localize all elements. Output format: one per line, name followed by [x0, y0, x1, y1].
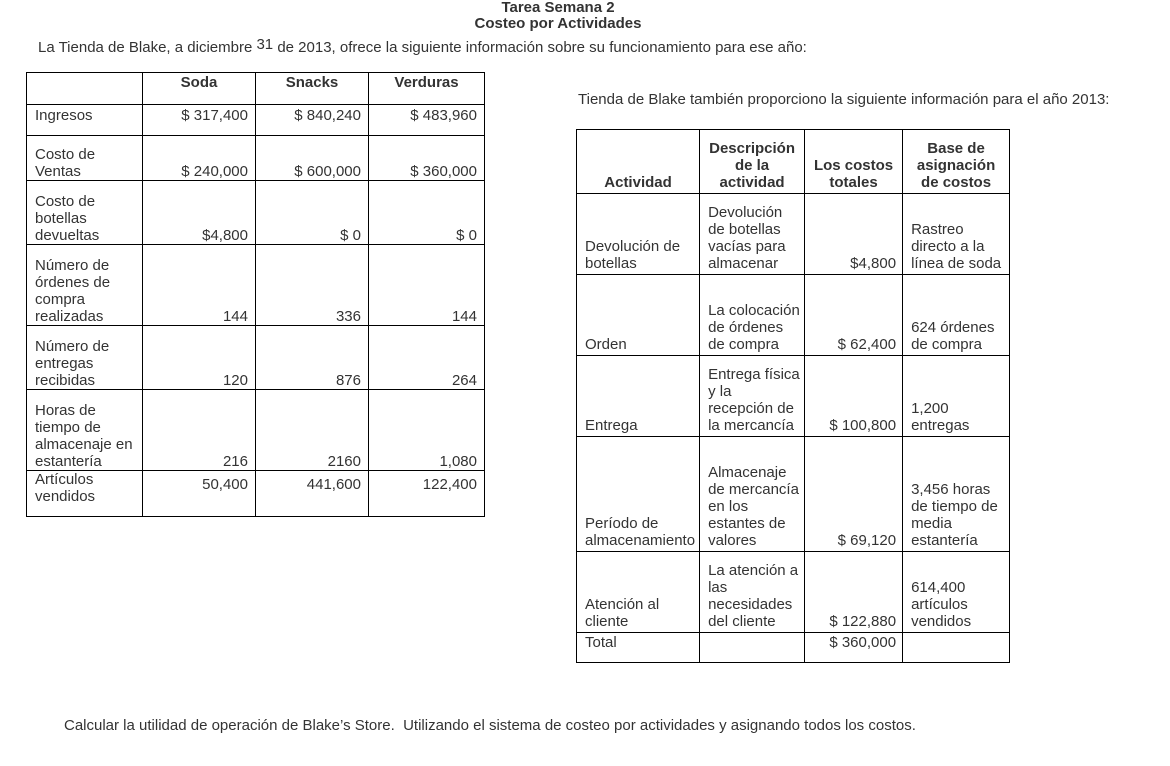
- table-row: [27, 105, 485, 136]
- row-label: Horas de tiempo de almacenaje en estantería: [27, 390, 143, 471]
- cell-value: 2160: [256, 390, 369, 471]
- activity-cost: $ 69,120: [805, 437, 903, 552]
- table-header-row: [577, 130, 1010, 194]
- activity-description: La colocación de órdenes de compra: [700, 275, 805, 356]
- table-row: [27, 181, 485, 245]
- activity-description: Devolución de botellas vacías para almacenar: [700, 194, 805, 275]
- column-header-allocation-base: Base de asignación de costos: [903, 130, 1010, 194]
- cell-value: $ 483,960: [369, 105, 485, 136]
- activity-name: Atención al cliente: [577, 552, 700, 633]
- cell-value: 50,400: [143, 471, 256, 517]
- cell-value: 264: [369, 326, 485, 390]
- table-row: [27, 326, 485, 390]
- activity-description: Entrega física y la recepción de la mercancía: [700, 356, 805, 437]
- cell-value: 876: [256, 326, 369, 390]
- assignment-instruction: Calcular la utilidad de operación de Blake’s Store. Utilizando el sistema de costeo por actividades y asignando todos los costos.: [64, 717, 916, 734]
- intro-text-after: de 2013, ofrece la siguiente información sobre su funcionamiento para ese año:: [273, 39, 807, 56]
- cell-value: $ 0: [256, 181, 369, 245]
- table-row: [577, 356, 1010, 437]
- allocation-base: Rastreo directo a la línea de soda: [903, 194, 1010, 275]
- cell-value: 336: [256, 245, 369, 326]
- column-header-soda: Soda: [143, 73, 256, 105]
- table-row: [577, 275, 1010, 356]
- table-row: [27, 136, 485, 181]
- cell-value: $ 240,000: [143, 136, 256, 181]
- intro-day: 31: [256, 36, 274, 53]
- cell-value: $4,800: [143, 181, 256, 245]
- activity-cost-table: [576, 129, 1010, 663]
- cell-value: $ 840,240: [256, 105, 369, 136]
- column-header-activity: Actividad: [577, 130, 700, 194]
- cell-value: $ 600,000: [256, 136, 369, 181]
- document-subtitle: Costeo por Actividades: [474, 15, 642, 32]
- activity-name: Devolución de botellas: [577, 194, 700, 275]
- cell-value: 120: [143, 326, 256, 390]
- cell-value: 144: [369, 245, 485, 326]
- allocation-base: 624 órdenes de compra: [903, 275, 1010, 356]
- activity-description: [700, 633, 805, 663]
- activity-cost: $4,800: [805, 194, 903, 275]
- column-header-snacks: Snacks: [256, 73, 369, 105]
- total-row: [577, 633, 1010, 663]
- cell-value: 1,080: [369, 390, 485, 471]
- table-row: [577, 194, 1010, 275]
- column-header-verduras: Verduras: [369, 73, 485, 105]
- cell-value: 216: [143, 390, 256, 471]
- table-row: [577, 437, 1010, 552]
- allocation-base: 1,200 entregas: [903, 356, 1010, 437]
- row-label: Número de órdenes de compra realizadas: [27, 245, 143, 326]
- table-row: [27, 390, 485, 471]
- activity-cost: $ 62,400: [805, 275, 903, 356]
- row-label: Ingresos: [27, 105, 143, 136]
- row-label: Artículos vendidos: [27, 471, 143, 517]
- document-title: Tarea Semana 2: [501, 0, 615, 16]
- cell-value: 144: [143, 245, 256, 326]
- cell-value: 441,600: [256, 471, 369, 517]
- row-label: Costo de botellas devueltas: [27, 181, 143, 245]
- table-row: [577, 552, 1010, 633]
- intro-text-before: La Tienda de Blake, a diciembre: [38, 39, 257, 56]
- cell-value: $ 0: [369, 181, 485, 245]
- table-header-row: [27, 73, 485, 105]
- row-label: Número de entregas recibidas: [27, 326, 143, 390]
- allocation-base: 614,400 artículos vendidos: [903, 552, 1010, 633]
- intro-paragraph: [38, 38, 807, 58]
- product-data-table: [26, 72, 485, 517]
- activity-cost: $ 100,800: [805, 356, 903, 437]
- activity-name: Entrega: [577, 356, 700, 437]
- column-header-empty: [27, 73, 143, 105]
- cell-value: $ 360,000: [369, 136, 485, 181]
- column-header-total-cost: Los costos totales: [805, 130, 903, 194]
- total-cost: $ 360,000: [805, 633, 903, 663]
- activity-description: Almacenaje de mercancía en los estantes de valores: [700, 437, 805, 552]
- column-header-description: Descripción de la actividad: [700, 130, 805, 194]
- activity-name: Orden: [577, 275, 700, 356]
- activity-name: Período de almacenamiento: [577, 437, 700, 552]
- cell-value: 122,400: [369, 471, 485, 517]
- cell-value: $ 317,400: [143, 105, 256, 136]
- total-label: Total: [577, 633, 700, 663]
- allocation-base: [903, 633, 1010, 663]
- activity-cost: $ 122,880: [805, 552, 903, 633]
- activity-intro-text: Tienda de Blake también proporciono la siguiente información para el año 2013:: [578, 91, 1110, 108]
- row-label: Costo de Ventas: [27, 136, 143, 181]
- activity-description: La atención a las necesidades del cliente: [700, 552, 805, 633]
- table-row: [27, 471, 485, 517]
- table-row: [27, 245, 485, 326]
- allocation-base: 3,456 horas de tiempo de media estantería: [903, 437, 1010, 552]
